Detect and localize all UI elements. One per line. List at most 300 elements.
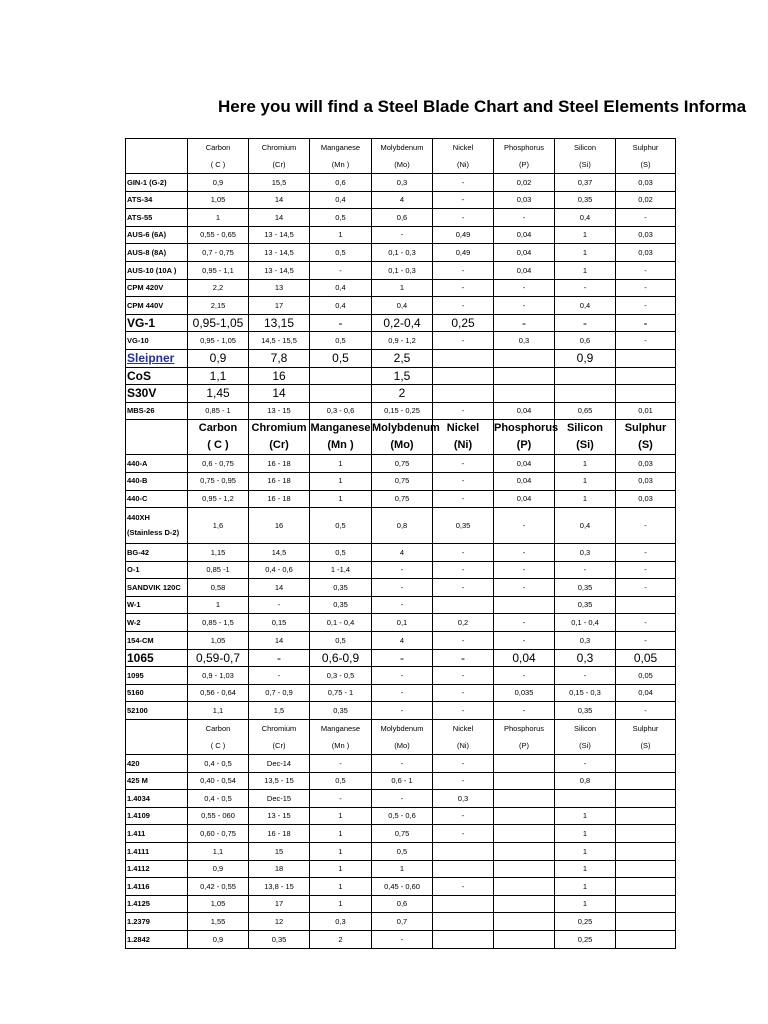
element-value-cell: 13,15 — [249, 314, 310, 332]
element-value-cell — [494, 755, 555, 773]
steel-name: 1065 — [126, 649, 188, 667]
element-value-cell — [494, 895, 555, 913]
element-value-cell: 0,04 — [616, 684, 676, 702]
element-value-cell: 1 — [555, 843, 616, 861]
element-value-cell — [494, 367, 555, 385]
element-value-cell: 0,4 — [555, 297, 616, 315]
steel-name: ATS-34 — [126, 191, 188, 209]
element-value-cell: - — [433, 490, 494, 508]
element-value-cell: 17 — [249, 297, 310, 315]
element-value-cell: - — [433, 878, 494, 896]
column-header: (Ni) — [433, 437, 494, 455]
steel-name-subline: (Stainless D-2) — [127, 527, 180, 537]
steel-name: CPM 420V — [126, 279, 188, 297]
element-value-cell: 0,35 — [249, 930, 310, 948]
element-value-cell: 1 — [372, 860, 433, 878]
element-value-cell: 14,5 - 15,5 — [249, 332, 310, 350]
element-value-cell: 1 — [555, 244, 616, 262]
element-value-cell: 0,3 — [372, 174, 433, 192]
steel-name: 425 M — [126, 772, 188, 790]
element-value-cell: - — [616, 632, 676, 650]
element-value-cell: 0,37 — [555, 174, 616, 192]
table-row — [126, 614, 676, 632]
steel-name: AUS-6 (6A) — [126, 226, 188, 244]
table-row — [126, 455, 676, 473]
element-value-cell: 13 - 15 — [249, 807, 310, 825]
steel-name: GIN-1 (G-2) — [126, 174, 188, 192]
steel-name: 1.4111 — [126, 843, 188, 861]
column-header: Molybdenum — [372, 420, 433, 438]
element-value-cell: 0,5 — [372, 843, 433, 861]
steel-name — [126, 508, 188, 544]
steel-name: SANDVIK 120C — [126, 579, 188, 597]
element-value-cell: 0,02 — [494, 174, 555, 192]
element-value-cell: - — [616, 279, 676, 297]
element-value-cell: 4 — [372, 191, 433, 209]
element-value-cell: 0,6 — [310, 174, 372, 192]
element-value-cell — [616, 807, 676, 825]
element-value-cell: 0,40 - 0,54 — [188, 772, 249, 790]
column-header: ( C ) — [188, 437, 249, 455]
element-value-cell — [616, 772, 676, 790]
element-value-cell: - — [310, 755, 372, 773]
element-value-cell: 16 - 18 — [249, 490, 310, 508]
column-header: Silicon — [555, 139, 616, 157]
element-value-cell: 1 — [555, 490, 616, 508]
steel-name-link[interactable]: Sleipner — [126, 349, 188, 367]
element-value-cell: 1 — [555, 261, 616, 279]
page-title: Here you will find a Steel Blade Chart and Steel Elements Informa — [218, 97, 747, 116]
steel-name: O-1 — [126, 561, 188, 579]
element-value-cell: 2 — [310, 930, 372, 948]
table-row — [126, 913, 676, 931]
element-value-cell: 0,75 — [372, 490, 433, 508]
column-header: (Cr) — [249, 156, 310, 174]
element-value-cell: - — [433, 561, 494, 579]
element-value-cell: - — [616, 261, 676, 279]
column-header: (S) — [616, 737, 676, 755]
table-row — [126, 579, 676, 597]
element-value-cell: - — [372, 755, 433, 773]
element-value-cell: 0,4 — [372, 297, 433, 315]
element-value-cell: 1 — [310, 825, 372, 843]
element-value-cell — [494, 843, 555, 861]
element-value-cell: 2 — [372, 385, 433, 403]
element-value-cell: 1,5 — [372, 367, 433, 385]
element-value-cell: 0,35 — [310, 596, 372, 614]
element-value-cell: 1,55 — [188, 913, 249, 931]
element-value-cell: - — [555, 279, 616, 297]
element-value-cell: - — [433, 755, 494, 773]
element-value-cell: - — [372, 702, 433, 720]
element-value-cell: 0,75 — [372, 825, 433, 843]
element-value-cell: 0,85 -1 — [188, 561, 249, 579]
column-header: Manganese — [310, 720, 372, 738]
table-header-row — [126, 720, 676, 738]
element-value-cell: 1,1 — [188, 843, 249, 861]
element-value-cell — [433, 385, 494, 403]
column-header: Chromium — [249, 720, 310, 738]
element-value-cell: 0,6 — [372, 895, 433, 913]
table-row — [126, 632, 676, 650]
element-value-cell: 0,9 — [188, 349, 249, 367]
element-value-cell: - — [494, 579, 555, 597]
element-value-cell: 2,15 — [188, 297, 249, 315]
table-header-row — [126, 420, 676, 438]
steel-name: 420 — [126, 755, 188, 773]
element-value-cell: 0,4 — [310, 297, 372, 315]
element-value-cell: - — [433, 684, 494, 702]
element-value-cell: 15 — [249, 843, 310, 861]
steel-name: 5160 — [126, 684, 188, 702]
column-header: (P) — [494, 156, 555, 174]
table-row — [126, 174, 676, 192]
column-header: Molybdenum — [372, 720, 433, 738]
element-value-cell: - — [249, 649, 310, 667]
element-value-cell: 0,04 — [494, 649, 555, 667]
element-value-cell: - — [494, 297, 555, 315]
element-value-cell: 0,35 — [310, 579, 372, 597]
element-value-cell: - — [310, 790, 372, 808]
steel-name: 1.4112 — [126, 860, 188, 878]
element-value-cell: 0,4 - 0,5 — [188, 790, 249, 808]
element-value-cell: 0,4 — [310, 279, 372, 297]
header-corner-cell — [126, 420, 188, 438]
element-value-cell: 1 — [310, 895, 372, 913]
element-value-cell: - — [433, 772, 494, 790]
column-header: (Ni) — [433, 156, 494, 174]
element-value-cell: - — [494, 561, 555, 579]
table-header-row — [126, 737, 676, 755]
steel-name: 52100 — [126, 702, 188, 720]
table-row — [126, 667, 676, 685]
element-value-cell: - — [616, 544, 676, 562]
table-row — [126, 279, 676, 297]
element-value-cell — [616, 596, 676, 614]
element-value-cell — [433, 860, 494, 878]
element-value-cell: - — [372, 649, 433, 667]
element-value-cell — [310, 385, 372, 403]
element-value-cell: 0,75 — [372, 472, 433, 490]
table-row — [126, 807, 676, 825]
element-value-cell: - — [433, 261, 494, 279]
element-value-cell: 14 — [249, 579, 310, 597]
element-value-cell: 13,5 - 15 — [249, 772, 310, 790]
element-value-cell: - — [494, 632, 555, 650]
element-value-cell: - — [555, 314, 616, 332]
table-header-row — [126, 437, 676, 455]
element-value-cell: 2,2 — [188, 279, 249, 297]
element-value-cell: - — [433, 579, 494, 597]
element-value-cell: 0,25 — [555, 930, 616, 948]
column-header: ( C ) — [188, 156, 249, 174]
element-value-cell: - — [494, 702, 555, 720]
element-value-cell: 0,75 — [372, 455, 433, 473]
element-value-cell: 0,1 - 0,4 — [310, 614, 372, 632]
header-corner-cell — [126, 437, 188, 455]
element-value-cell: 0,9 — [188, 930, 249, 948]
element-value-cell: 0,8 — [555, 772, 616, 790]
element-value-cell — [616, 930, 676, 948]
element-value-cell: - — [433, 825, 494, 843]
element-value-cell: 1 — [310, 860, 372, 878]
element-value-cell: - — [555, 755, 616, 773]
table-row — [126, 297, 676, 315]
element-value-cell — [433, 895, 494, 913]
column-header: Nickel — [433, 720, 494, 738]
element-value-cell: - — [616, 332, 676, 350]
element-value-cell: - — [372, 226, 433, 244]
steel-name: 1.2842 — [126, 930, 188, 948]
element-value-cell: - — [494, 667, 555, 685]
element-value-cell — [616, 878, 676, 896]
element-value-cell: 13 — [249, 279, 310, 297]
element-value-cell — [494, 825, 555, 843]
column-header: Chromium — [249, 139, 310, 157]
steel-name: ATS-55 — [126, 209, 188, 227]
element-value-cell: - — [372, 930, 433, 948]
element-value-cell: 0,04 — [494, 455, 555, 473]
element-value-cell: 0,1 - 0,3 — [372, 261, 433, 279]
element-value-cell — [494, 596, 555, 614]
element-value-cell: - — [433, 174, 494, 192]
element-value-cell: 0,35 — [555, 596, 616, 614]
element-value-cell: 0,03 — [494, 191, 555, 209]
column-header: Sulphur — [616, 420, 676, 438]
element-value-cell: 0,55 - 060 — [188, 807, 249, 825]
element-value-cell: 16 - 18 — [249, 472, 310, 490]
element-value-cell — [494, 790, 555, 808]
element-value-cell: - — [433, 332, 494, 350]
element-value-cell: - — [433, 279, 494, 297]
element-value-cell: - — [433, 702, 494, 720]
element-value-cell: 0,4 — [310, 191, 372, 209]
table-row — [126, 490, 676, 508]
column-header: (Mn ) — [310, 737, 372, 755]
element-value-cell: - — [494, 279, 555, 297]
element-value-cell: 0,35 — [433, 508, 494, 544]
element-value-cell: 0,5 - 0,6 — [372, 807, 433, 825]
element-value-cell: 0,59-0,7 — [188, 649, 249, 667]
element-value-cell: 0,04 — [494, 472, 555, 490]
element-value-cell: 0,03 — [616, 226, 676, 244]
column-header: (Mn ) — [310, 437, 372, 455]
element-value-cell: 0,4 - 0,5 — [188, 755, 249, 773]
element-value-cell: 0,3 — [555, 649, 616, 667]
column-header: (Mn ) — [310, 156, 372, 174]
table-row — [126, 702, 676, 720]
steel-name: W-1 — [126, 596, 188, 614]
element-value-cell: 0,4 - 0,6 — [249, 561, 310, 579]
element-value-cell — [494, 860, 555, 878]
table-row — [126, 561, 676, 579]
element-value-cell: 0,8 — [372, 508, 433, 544]
element-value-cell — [616, 825, 676, 843]
column-header: (P) — [494, 437, 555, 455]
element-value-cell: 17 — [249, 895, 310, 913]
element-value-cell: - — [433, 209, 494, 227]
element-value-cell: - — [433, 649, 494, 667]
element-value-cell: 1,05 — [188, 632, 249, 650]
element-value-cell: - — [616, 561, 676, 579]
element-value-cell: - — [372, 596, 433, 614]
column-header: Manganese — [310, 139, 372, 157]
element-value-cell: 0,25 — [433, 314, 494, 332]
table-row — [126, 508, 676, 544]
element-value-cell — [494, 772, 555, 790]
table-row — [126, 385, 676, 403]
element-value-cell: 0,3 — [494, 332, 555, 350]
header-corner-cell — [126, 156, 188, 174]
element-value-cell: 1,45 — [188, 385, 249, 403]
element-value-cell: - — [433, 402, 494, 420]
element-value-cell: - — [433, 297, 494, 315]
element-value-cell: 1,1 — [188, 367, 249, 385]
column-header: Manganese — [310, 420, 372, 438]
element-value-cell: 0,9 — [188, 174, 249, 192]
column-header: (S) — [616, 156, 676, 174]
table-header-row — [126, 139, 676, 157]
steel-name: AUS-10 (10A ) — [126, 261, 188, 279]
element-value-cell: 0,15 — [249, 614, 310, 632]
element-value-cell — [616, 349, 676, 367]
element-value-cell: 0,35 — [555, 191, 616, 209]
table-row — [126, 544, 676, 562]
element-value-cell: - — [494, 314, 555, 332]
element-value-cell: 1,6 — [188, 508, 249, 544]
element-value-cell: 0,5 — [310, 332, 372, 350]
element-value-cell: - — [433, 472, 494, 490]
element-value-cell: 0,02 — [616, 191, 676, 209]
element-value-cell: 0,05 — [616, 649, 676, 667]
element-value-cell: 1 — [555, 878, 616, 896]
element-value-cell — [433, 930, 494, 948]
element-value-cell: 0,03 — [616, 490, 676, 508]
element-value-cell: 4 — [372, 544, 433, 562]
element-value-cell: 0,7 - 0,75 — [188, 244, 249, 262]
element-value-cell: - — [372, 790, 433, 808]
element-value-cell — [310, 367, 372, 385]
steel-name: MBS-26 — [126, 402, 188, 420]
table-row — [126, 930, 676, 948]
column-header: Phosphorus — [494, 720, 555, 738]
steel-name: 1.4034 — [126, 790, 188, 808]
steel-name: AUS-8 (8A) — [126, 244, 188, 262]
element-value-cell — [494, 878, 555, 896]
table-row — [126, 878, 676, 896]
element-value-cell: 1 — [555, 825, 616, 843]
element-value-cell: 0,5 — [310, 632, 372, 650]
steel-name: 154-CM — [126, 632, 188, 650]
element-value-cell: 0,03 — [616, 472, 676, 490]
table-row — [126, 790, 676, 808]
element-value-cell: 0,9 — [188, 860, 249, 878]
column-header: (Si) — [555, 737, 616, 755]
element-value-cell: 0,6 - 1 — [372, 772, 433, 790]
element-value-cell: 0,85 - 1,5 — [188, 614, 249, 632]
element-value-cell: 7,8 — [249, 349, 310, 367]
element-value-cell: 1 — [555, 472, 616, 490]
element-value-cell — [616, 385, 676, 403]
element-value-cell: 0,85 - 1 — [188, 402, 249, 420]
element-value-cell: 13 - 14,5 — [249, 244, 310, 262]
column-header: Carbon — [188, 420, 249, 438]
element-value-cell: 1,05 — [188, 191, 249, 209]
element-value-cell: 1 — [555, 895, 616, 913]
element-value-cell: - — [494, 508, 555, 544]
element-value-cell: 13 - 15 — [249, 402, 310, 420]
element-value-cell: 0,03 — [616, 244, 676, 262]
steel-name: 440-C — [126, 490, 188, 508]
element-value-cell: 0,04 — [494, 490, 555, 508]
element-value-cell: 0,3 - 0,5 — [310, 667, 372, 685]
element-value-cell — [616, 367, 676, 385]
header-corner-cell — [126, 737, 188, 755]
steel-name: S30V — [126, 385, 188, 403]
table-row — [126, 349, 676, 367]
element-value-cell: 0,2-0,4 — [372, 314, 433, 332]
element-value-cell: - — [494, 614, 555, 632]
element-value-cell: 0,65 — [555, 402, 616, 420]
element-value-cell — [616, 755, 676, 773]
element-value-cell: 0,035 — [494, 684, 555, 702]
element-value-cell: 0,03 — [616, 455, 676, 473]
element-value-cell: 0,01 — [616, 402, 676, 420]
table-row — [126, 596, 676, 614]
element-value-cell: 0,95-1,05 — [188, 314, 249, 332]
element-value-cell: 1 -1,4 — [310, 561, 372, 579]
column-header: Sulphur — [616, 139, 676, 157]
steel-name: 440-A — [126, 455, 188, 473]
element-value-cell: 0,49 — [433, 244, 494, 262]
element-value-cell: 1 — [188, 596, 249, 614]
element-value-cell: - — [310, 261, 372, 279]
element-value-cell: - — [616, 297, 676, 315]
element-value-cell: 16 - 18 — [249, 455, 310, 473]
element-value-cell: - — [249, 596, 310, 614]
element-value-cell: 13,8 - 15 — [249, 878, 310, 896]
element-value-cell: 0,15 - 0,3 — [555, 684, 616, 702]
table-row — [126, 895, 676, 913]
column-header: Sulphur — [616, 720, 676, 738]
table-row — [126, 825, 676, 843]
element-value-cell: 0,45 - 0,60 — [372, 878, 433, 896]
element-value-cell: 0,75 - 0,95 — [188, 472, 249, 490]
element-value-cell: 1 — [310, 807, 372, 825]
steel-name: BG-42 — [126, 544, 188, 562]
element-value-cell: 14,5 — [249, 544, 310, 562]
element-value-cell: 0,5 — [310, 772, 372, 790]
element-value-cell: 0,35 — [555, 702, 616, 720]
element-value-cell: 1 — [310, 455, 372, 473]
element-value-cell: 1 — [555, 226, 616, 244]
steel-name: 1.4116 — [126, 878, 188, 896]
column-header: Chromium — [249, 420, 310, 438]
column-header: (Si) — [555, 156, 616, 174]
column-header: (P) — [494, 737, 555, 755]
element-value-cell: 13 - 14,5 — [249, 261, 310, 279]
table-header-row — [126, 156, 676, 174]
column-header: Silicon — [555, 720, 616, 738]
steel-name: 440-B — [126, 472, 188, 490]
element-value-cell — [555, 385, 616, 403]
element-value-cell: 1 — [555, 860, 616, 878]
element-value-cell: 14 — [249, 385, 310, 403]
element-value-cell: 0,3 — [555, 544, 616, 562]
element-value-cell — [433, 349, 494, 367]
element-value-cell: - — [372, 561, 433, 579]
table-row — [126, 684, 676, 702]
